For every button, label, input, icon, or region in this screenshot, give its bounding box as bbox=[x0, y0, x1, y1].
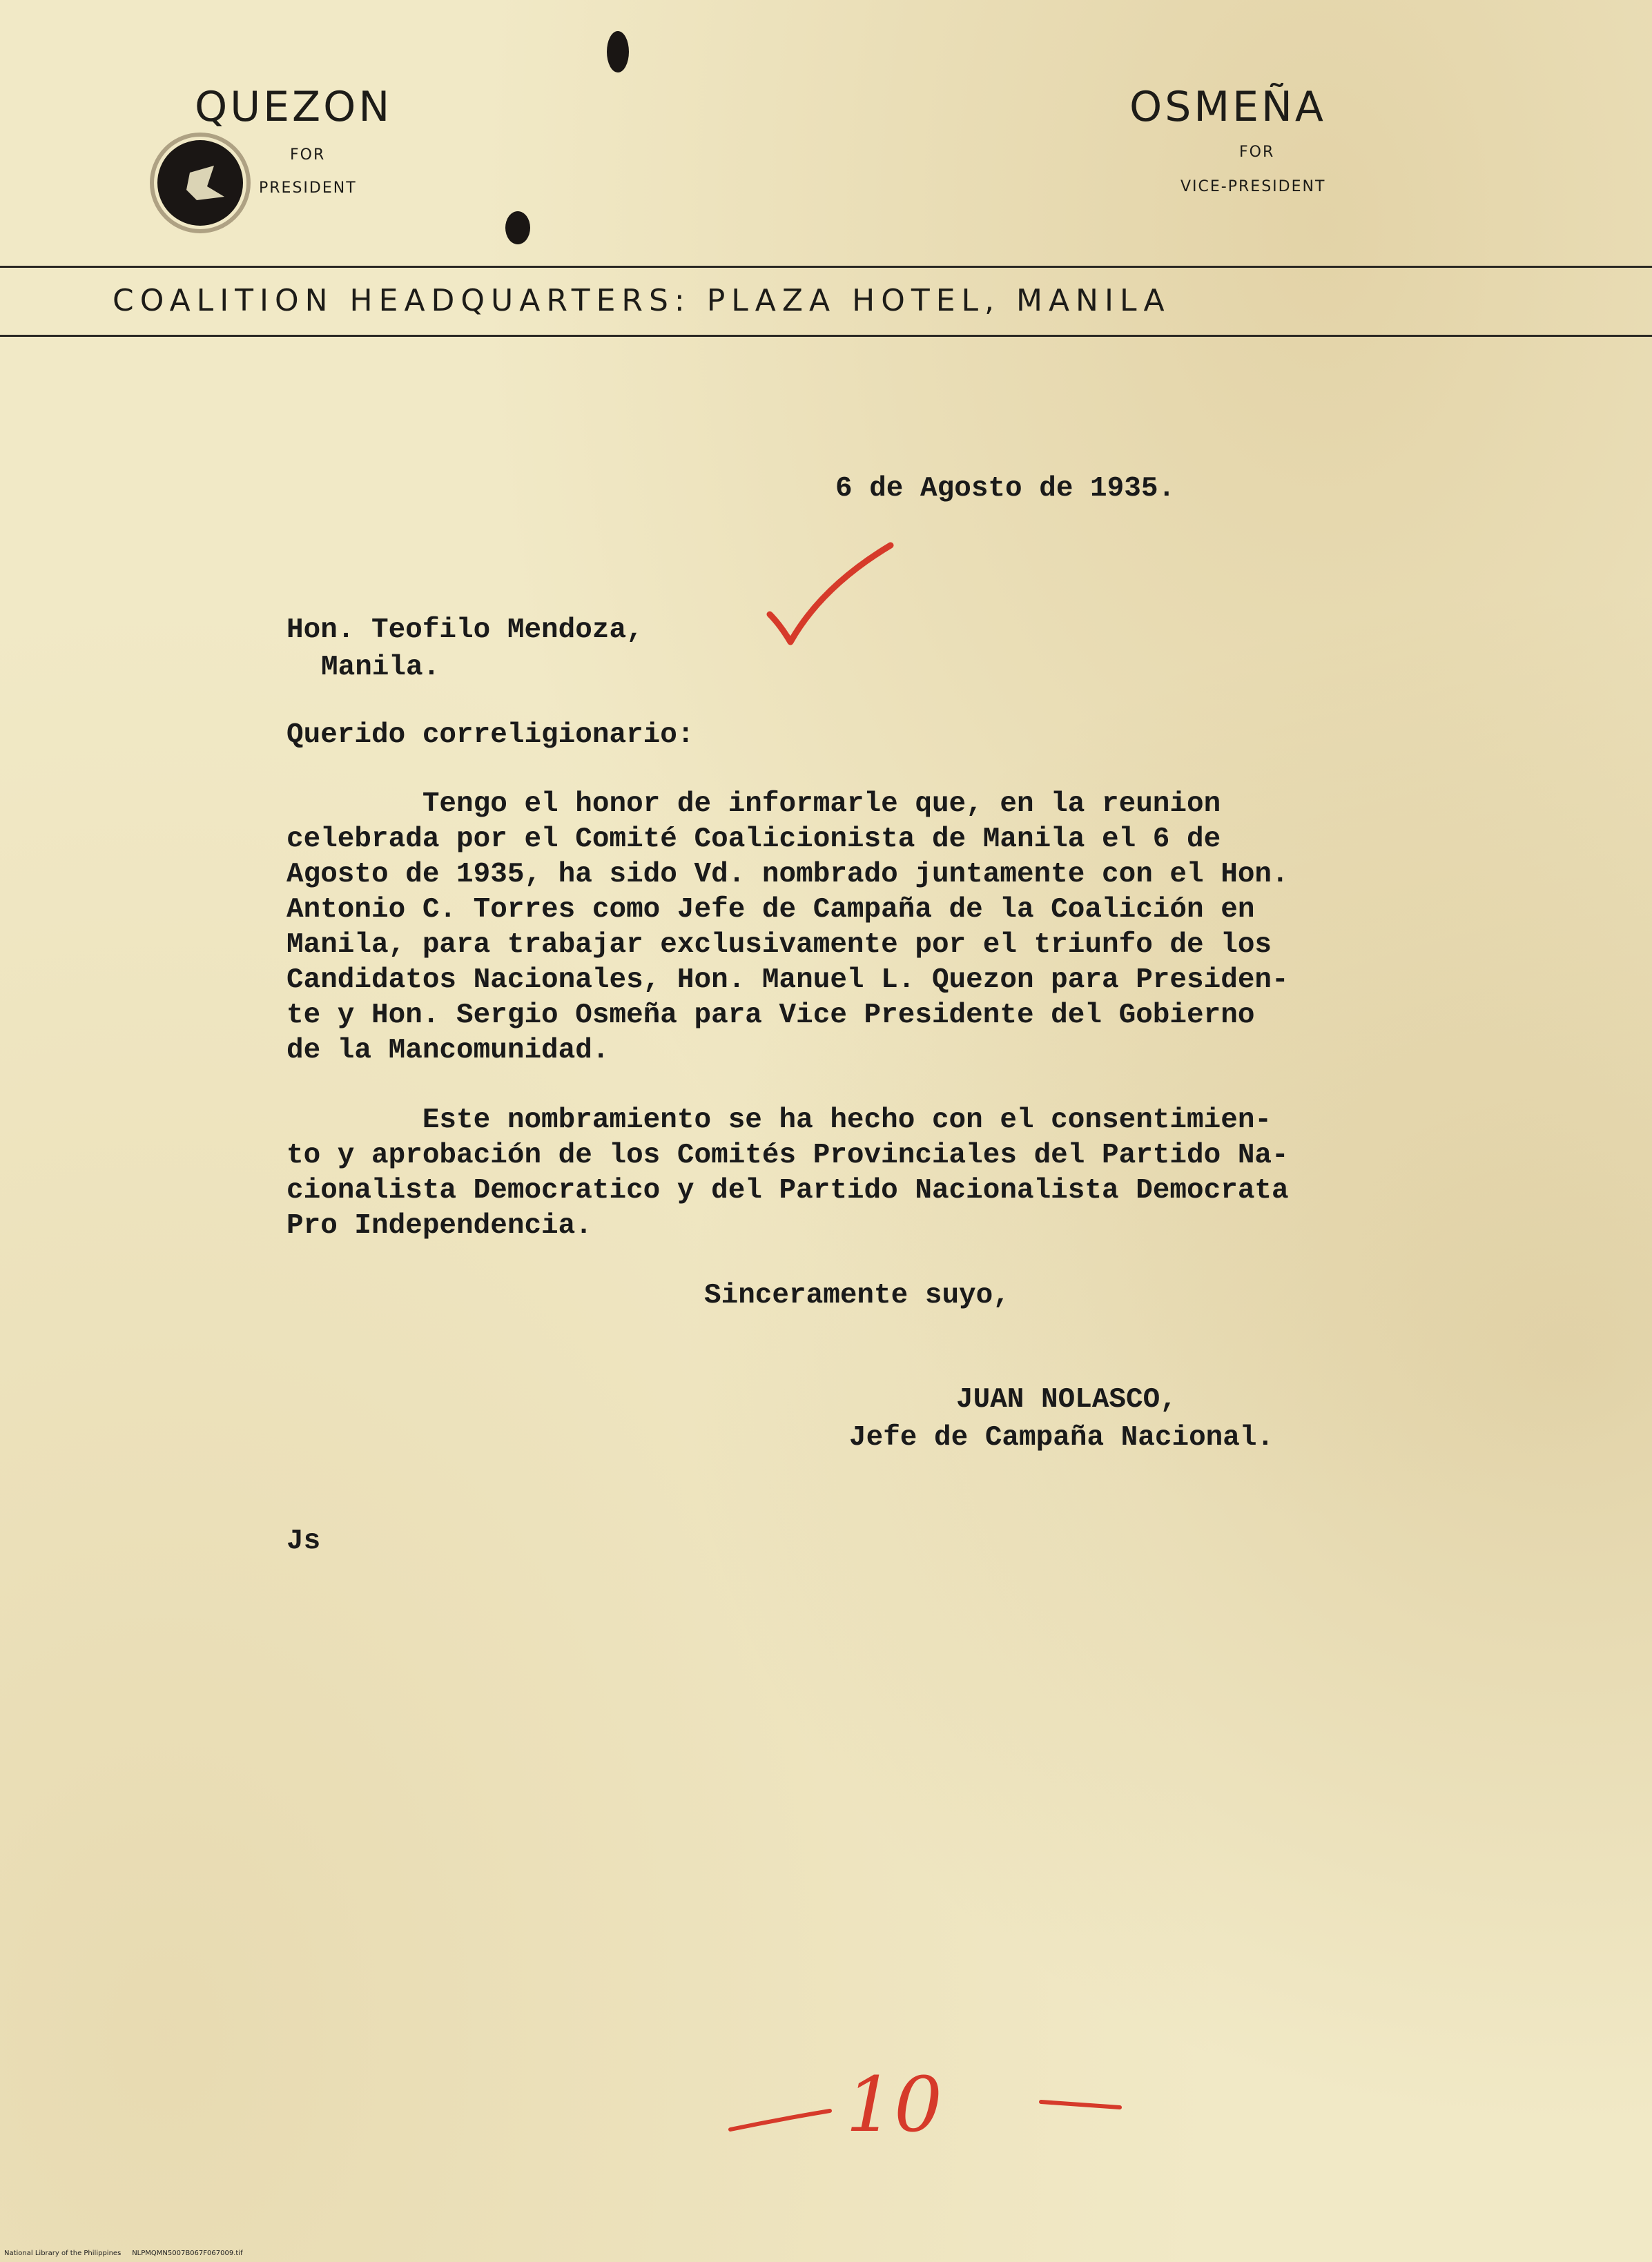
letterhead-top-rule bbox=[0, 266, 1652, 268]
recipient-name: Hon. Teofilo Mendoza, bbox=[286, 614, 643, 646]
closing: Sinceramente suyo, bbox=[704, 1280, 1010, 1312]
ink-spot-icon bbox=[497, 207, 538, 248]
headquarters-address: COALITION HEADQUARTERS: PLAZA HOTEL, MANILA bbox=[113, 283, 1171, 318]
paragraph-1-line: Agosto de 1935, ha sido Vd. nombrado juntamente con el Hon. bbox=[286, 859, 1289, 890]
paragraph-1-line: Manila, para trabajar exclusivamente por el triunfo de los bbox=[286, 929, 1272, 961]
page-number-annotation: 10 bbox=[846, 2060, 942, 2149]
letterhead-right-name: OSMEÑA bbox=[1129, 83, 1326, 131]
paragraph-2-line: cionalista Democratico y del Partido Nacionalista Democrata bbox=[286, 1175, 1289, 1207]
check-mark-icon bbox=[759, 538, 897, 656]
footer-library: National Library of the Philippines bbox=[4, 2250, 122, 2257]
letter-date: 6 de Agosto de 1935. bbox=[835, 473, 1176, 505]
footer-file-id: NLPMQMN5007B067F067009.tif bbox=[132, 2250, 243, 2257]
paragraph-2-line: Este nombramiento se ha hecho con el consentimien- bbox=[286, 1104, 1272, 1136]
paragraph-1-line: Tengo el honor de informarle que, en la reunion bbox=[286, 788, 1221, 820]
paragraph-1-line: te y Hon. Sergio Osmeña para Vice Presidente del Gobierno bbox=[286, 1000, 1255, 1031]
typist-initials: Js bbox=[286, 1525, 321, 1557]
paragraph-2-line: to y aprobación de los Comités Provinciales del Partido Na- bbox=[286, 1140, 1289, 1171]
letterhead-left-name: QUEZON bbox=[195, 83, 393, 131]
letterhead-left-for: FOR bbox=[290, 146, 326, 164]
paragraph-2-line: Pro Independencia. bbox=[286, 1210, 592, 1242]
letterhead-right-office: VICE-PRESIDENT bbox=[1180, 178, 1326, 195]
archive-footer bbox=[4, 2250, 243, 2257]
paragraph-1-line: Candidatos Nacionales, Hon. Manuel L. Quezon para Presiden- bbox=[286, 964, 1289, 996]
recipient-city: Manila. bbox=[321, 652, 440, 683]
paragraph-1-line: celebrada por el Comité Coalicionista de Manila el 6 de bbox=[286, 823, 1221, 855]
dash-mark-icon bbox=[1036, 2088, 1125, 2116]
dash-mark-icon bbox=[725, 2098, 835, 2140]
salutation: Querido correligionario: bbox=[286, 719, 694, 751]
ink-stain-icon bbox=[148, 131, 252, 235]
ink-spot-icon bbox=[594, 21, 642, 83]
paragraph-1-line: Antonio C. Torres como Jefe de Campaña de la Coalición en bbox=[286, 894, 1255, 926]
letterhead-right-for: FOR bbox=[1239, 144, 1275, 161]
letterhead-bottom-rule bbox=[0, 335, 1652, 337]
signer-name: JUAN NOLASCO, bbox=[956, 1384, 1177, 1416]
letterhead-left-office: PRESIDENT bbox=[259, 179, 357, 197]
paragraph-1-line: de la Mancomunidad. bbox=[286, 1035, 610, 1066]
signer-title: Jefe de Campaña Nacional. bbox=[849, 1422, 1274, 1454]
